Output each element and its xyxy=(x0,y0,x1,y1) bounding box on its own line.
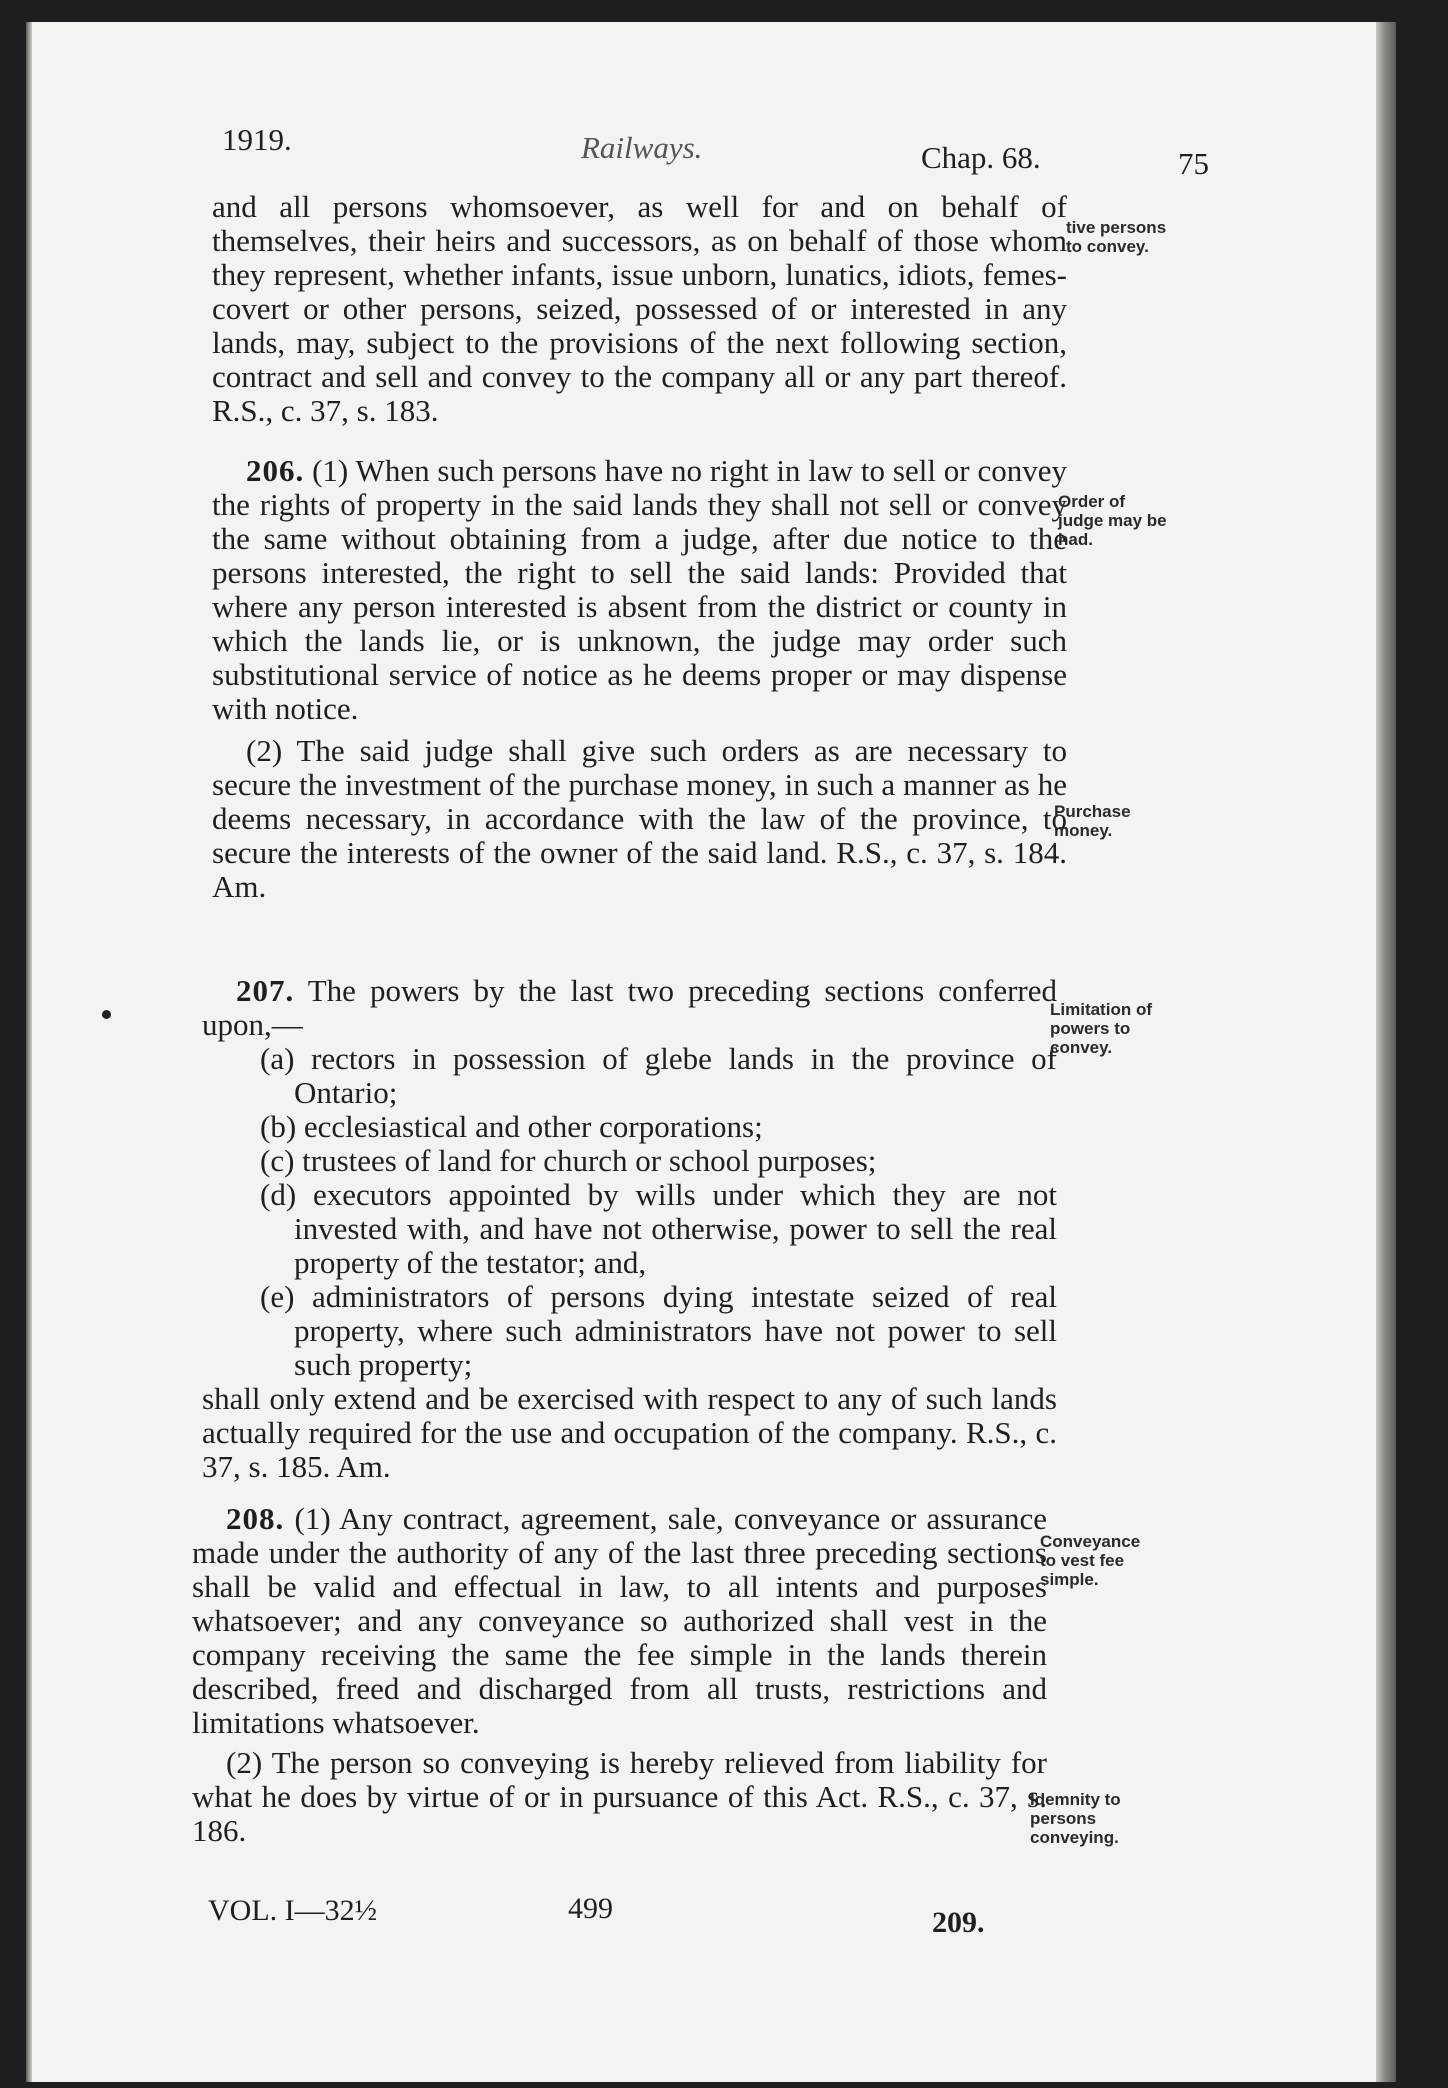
footer-sheet-number: 499 xyxy=(568,1892,613,1925)
margin-note-intro: tive persons to convey. xyxy=(1066,218,1167,256)
margin-note-indemnity: Idemnity to persons conveying. xyxy=(1030,1790,1121,1847)
section-207-tail: shall only extend and be exercised with respect to any of such lands actually required for the use and occupation of the company. R.S., c. 37, s. 185. Am. xyxy=(202,1381,1057,1484)
section-208 xyxy=(192,1502,1047,1848)
list-item: (c) trustees of land for church or school purposes; xyxy=(260,1143,877,1178)
margin-note-conveyance: Conveyance to vest fee simple. xyxy=(1040,1532,1141,1589)
margin-note-limitation: Limitation of powers to convey. xyxy=(1050,1000,1152,1057)
margin-note-order-of-judge: Order of judge may be had. xyxy=(1058,492,1167,549)
section-207-items xyxy=(202,1042,1057,1382)
binding-shadow xyxy=(26,22,32,2082)
list-item: (a) rectors in possession of glebe lands in the province of Ontario; xyxy=(260,1041,1057,1110)
list-item: (b) ecclesiastical and other corporations; xyxy=(260,1109,763,1144)
section-207-lead: The powers by the last two preceding sections conferred upon,— xyxy=(202,973,1057,1042)
section-208-para-2: (2) The person so conveying is hereby relieved from liability for what he does by virtue of or in pursuance of this Act. R.S., c. 37, s. 186. xyxy=(192,1745,1047,1848)
section-206-para-2: (2) The said judge shall give such orders as are necessary to secure the investment of the purchase money, in such a manner as he deems necessary, in accordance with the law of the province, to secure the interests of the owner of the said land. R.S., c. 37, s. 184. Am. xyxy=(212,733,1067,904)
page-edge xyxy=(1376,22,1396,2082)
margin-note-purchase-money: Purchase money. xyxy=(1054,802,1131,840)
scanned-page xyxy=(26,22,1396,2082)
section-207 xyxy=(202,974,1057,1484)
header-title: Railways. xyxy=(581,130,703,165)
footer-catchword: 209. xyxy=(932,1906,985,1939)
intro-paragraph xyxy=(212,190,1067,428)
section-206-para-1: (1) When such persons have no right in law to sell or convey the rights of property in the said lands they shall not sell or convey the same without obtaining from a judge, after due notice to the persons interested, the right to sell the said lands: Provided that where any person interested is absent from the district or county in which the lands lie, or is unknown, the judge may order such substitutional service of notice as he deems proper or may dispense with notice. xyxy=(212,453,1067,726)
intro-text: and all persons whomsoever, as well for and on behalf of themselves, their heirs and successors, as on behalf of those whom they represent, whether infants, issue unborn, lunatics, idiots, femes-covert or other persons, seized, possessed of or interested in any lands, may, subject to the provisions of the next following section, contract and sell and convey to the company all or any part thereof. R.S., c. 37, s. 183. xyxy=(212,189,1067,428)
header-year: 1919. xyxy=(222,122,292,157)
list-item: (d) executors appointed by wills under which they are not invested with, and have not otherwise, power to sell the real property of the testator; and, xyxy=(260,1177,1057,1280)
section-number: 207. xyxy=(236,973,295,1008)
footer-volume: VOL. I—32½ xyxy=(208,1894,378,1927)
header-chapter: Chap. 68. xyxy=(921,140,1041,175)
section-206 xyxy=(212,454,1067,904)
header-page-number: 75 xyxy=(1178,146,1209,181)
margin-mark xyxy=(102,1010,111,1019)
list-item: (e) administrators of persons dying intestate seized of real property, where such administrators have not power to sell such property; xyxy=(260,1279,1057,1382)
section-208-para-1: (1) Any contract, agreement, sale, conveyance or assurance made under the authority of any of the last three preceding sections shall be valid and effectual in law, to all intents and purposes whatsoever; and any conveyance so authorized shall vest in the company receiving the same the fee simple in the lands therein described, freed and discharged from all trusts, restrictions and limitations whatsoever. xyxy=(192,1501,1047,1740)
section-number: 208. xyxy=(226,1501,285,1536)
section-number: 206. xyxy=(246,453,305,488)
